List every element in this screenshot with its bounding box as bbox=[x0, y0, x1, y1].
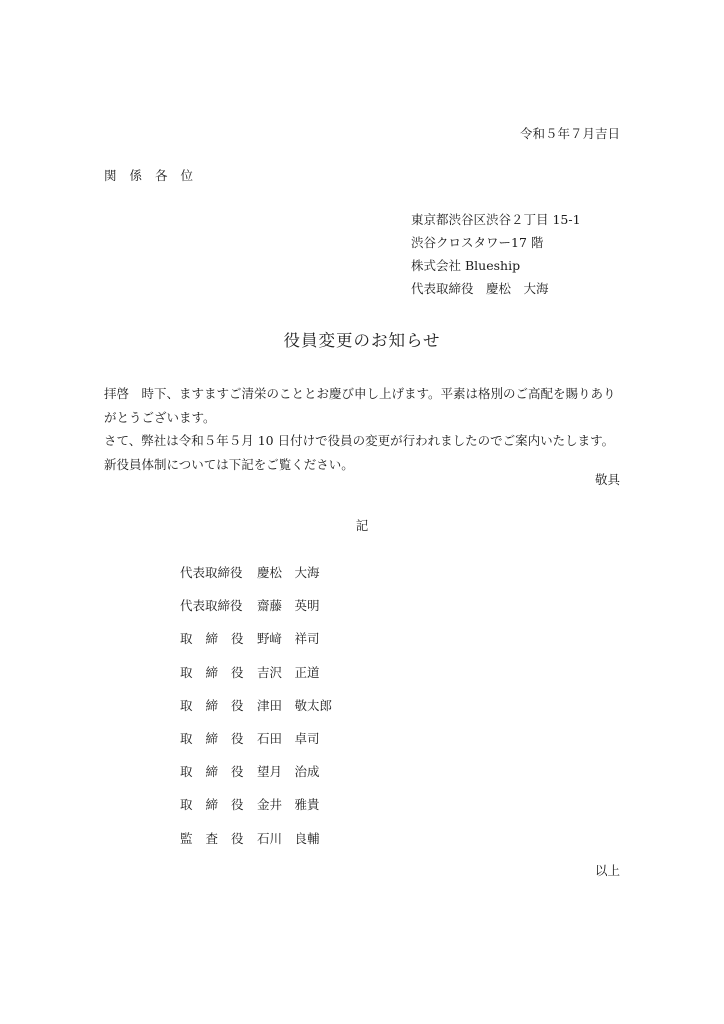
officer-row bbox=[180, 663, 332, 696]
officer-name: 津田 敬太郎 bbox=[257, 697, 333, 713]
officer-position: 取締役 bbox=[180, 631, 257, 647]
document-date: 令和５年７月吉日 bbox=[519, 126, 620, 141]
officer-position: 取締役 bbox=[180, 664, 257, 680]
greeting-paragraph: 拝啓 時下、ますますご清栄のこととお慶び申し上げます。平素は格別のご高配を賜りありがとうございます。 bbox=[104, 386, 616, 425]
announcement-paragraph: さて、弊社は令和５年５月 10 日付けで役員の変更が行われましたのでご案内いたします。 bbox=[104, 433, 615, 448]
body-text bbox=[104, 382, 622, 476]
sender-company: 株式会社 Blueship bbox=[411, 258, 521, 273]
closing-keigu: 敬具 bbox=[594, 472, 620, 487]
officer-position: 取締役 bbox=[180, 730, 257, 746]
sender-representative: 代表取締役 慶松 大海 bbox=[411, 281, 549, 296]
officer-name: 石川 良輔 bbox=[257, 830, 320, 846]
officer-name: 望月 治成 bbox=[257, 764, 320, 780]
officer-row bbox=[180, 596, 332, 629]
sender-address-line-2: 渋谷クロスタワー17 階 bbox=[411, 235, 544, 250]
officer-name: 慶松 大海 bbox=[257, 565, 320, 580]
officer-row bbox=[180, 629, 332, 662]
officer-row bbox=[180, 563, 332, 596]
officer-name: 石田 卓司 bbox=[257, 730, 320, 746]
sender-address-line-1: 東京都渋谷区渋谷２丁目 15-1 bbox=[411, 212, 581, 227]
officer-list bbox=[180, 563, 332, 862]
closing-ijo: 以上 bbox=[594, 863, 620, 878]
officer-position: 代表取締役 bbox=[180, 598, 243, 614]
recipient: 関係各位 bbox=[104, 168, 207, 183]
officer-name: 吉沢 正道 bbox=[257, 664, 320, 680]
ki-heading: 記 bbox=[355, 518, 369, 533]
document-title: 役員変更のお知らせ bbox=[283, 331, 441, 350]
officer-row bbox=[180, 762, 332, 795]
officer-row bbox=[180, 829, 332, 862]
sender-block bbox=[411, 208, 581, 300]
reference-paragraph: 新役員体制については下記をご覧ください。 bbox=[104, 456, 354, 472]
officer-position: 取締役 bbox=[180, 697, 257, 713]
officer-name: 齋藤 英明 bbox=[257, 598, 320, 614]
officer-row bbox=[180, 795, 332, 828]
officer-position: 代表取締役 bbox=[180, 565, 243, 580]
officer-name: 金井 雅貴 bbox=[257, 797, 320, 813]
officer-name: 野﨑 祥司 bbox=[257, 631, 320, 647]
officer-position: 取締役 bbox=[180, 797, 257, 813]
officer-row bbox=[180, 696, 332, 729]
officer-position: 監査役 bbox=[180, 830, 257, 846]
officer-position: 取締役 bbox=[180, 764, 257, 780]
officer-row bbox=[180, 729, 332, 762]
